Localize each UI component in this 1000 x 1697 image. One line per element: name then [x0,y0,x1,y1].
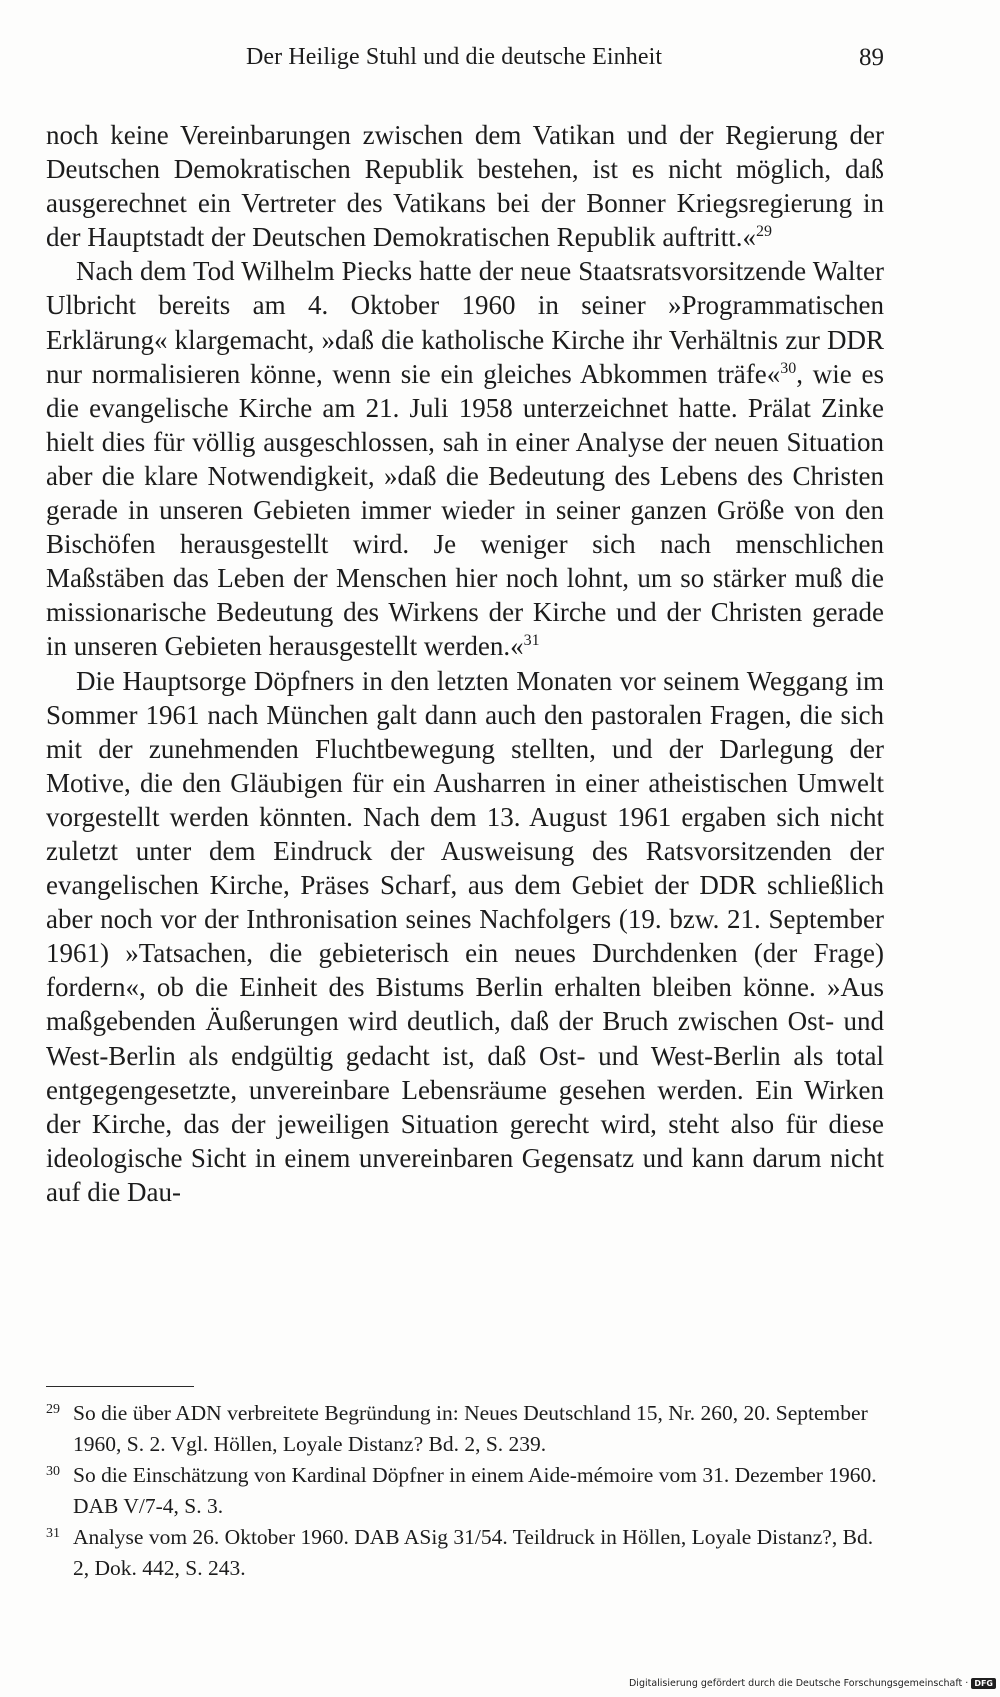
main-text [46,118,884,1209]
footnote-divider [46,1386,194,1387]
footnote-reference[interactable]: 29 [756,223,773,241]
footnote-text: Analyse vom 26. Oktober 1960. DAB ASig 31/54. Teildruck in Höllen, Loyale Distanz?, Bd. 2, Dok. 442, S. 243. [73,1525,874,1580]
footnote-number: 29 [46,1402,60,1417]
footnote-number: 30 [46,1464,60,1479]
running-head [46,44,884,78]
footnote [46,1522,884,1583]
footnote [46,1398,884,1459]
paragraph-text: noch keine Vereinbarungen zwischen dem Vatikan und der Regierung der Deutschen Demokratischen Republik bestehen, ist es nicht möglich, daß ausgerechnet ein Vertreter des Vatikans bei der Bonner Kriegsregierung in der Hauptstadt der Deutschen Demokratischen Republik auftritt.« [46,120,884,253]
dfg-logo: DFG [971,1678,996,1689]
footnote-reference[interactable]: 30 [780,359,797,377]
paragraph [46,254,884,663]
footnotes [46,1398,884,1584]
paragraph-text: , wie es die evangelische Kirche am 21. Juli 1958 unterzeichnet hatte. Prälat Zinke hielt dies für völlig ausgeschlossen, sah in einer Analyse der neuen Situation aber die klare Notwendigkeit, »daß die Bedeutung des Lebens des Christen gerade in unseren Gebieten immer wieder in seiner ganzen Größe von den Bischöfen herausgestellt wird. Je weniger sich nach menschlichen Maßstäben das Leben der Menschen hier noch lohnt, um so stärker muß die missionarische Bedeutung des Wirkens der Kirche und der Christen gerade in unseren Gebieten herausgestellt werden.« [46,358,884,662]
paragraph [46,118,884,254]
page-number: 89 [859,44,884,71]
funding-note-text: Digitalisierung gefördert durch die Deutsche Forschungsgemeinschaft · [628,1678,969,1689]
footnote [46,1460,884,1521]
paragraph-text: Die Hauptsorge Döpfners in den letzten Monaten vor seinem Weggang im Sommer 1961 nach München galt dann auch den pastoralen Fragen, die sich mit der zunehmenden Fluchtbewegung stellten, und der Darlegung der Motive, die den Gläubigen für ein Ausharren in einer atheistischen Umwelt vorgestellt werden könnten. Nach dem 13. August 1961 ergaben sich nicht zuletzt unter dem Eindruck der Ausweisung des Ratsvorsitzenden der evangelischen Kirche, Präses Scharf, aus dem Gebiet der DDR schließlich aber noch vor der Inthronisation seines Nachfolgers (19. bzw. 21. September 1961) »Tatsachen, die gebieterisch ein neues Durchdenken (der Frage) fordern«, ob die Einheit des Bistums Berlin erhalten bleiben könne. »Aus maßgebenden Äußerungen wird deutlich, daß der Bruch zwischen Ost- und West-Berlin als endgültig gedacht ist, daß Ost- und West-Berlin als total entgegengesetzte, unvereinbare Lebensräume gesehen werden. Ein Wirken der Kirche, das der jeweiligen Situation gerecht wird, steht also für diese ideologische Sicht in einem unvereinbaren Gegensatz und kann darum nicht auf die Dau- [46,665,884,1207]
paragraph-text: Nach dem Tod Wilhelm Piecks hatte der neue Staatsratsvorsitzende Walter Ulbricht bereits am 4. Oktober 1960 in seiner »Programmatischen Erklärung« klargemacht, »daß die katholische Kirche ihr Verhältnis zur DDR nur normalisieren könne, wenn sie ein gleiches Abkommen träfe« [46,256,884,389]
footnote-text: So die über ADN verbreitete Begründung in: Neues Deutschland 15, Nr. 260, 20. September 1960, S. 2. Vgl. Höllen, Loyale Distanz? Bd. 2, S. 239. [73,1401,868,1456]
running-title: Der Heilige Stuhl und die deutsche Einheit [246,44,663,70]
footnote-reference[interactable]: 31 [523,632,540,650]
footnote-number: 31 [46,1526,60,1541]
footnote-text: So die Einschätzung von Kardinal Döpfner in einem Aide-mémoire vom 31. Dezember 1960. DAB V/7-4, S. 3. [73,1463,877,1518]
funding-note [629,1678,996,1689]
paragraph [46,664,884,1210]
